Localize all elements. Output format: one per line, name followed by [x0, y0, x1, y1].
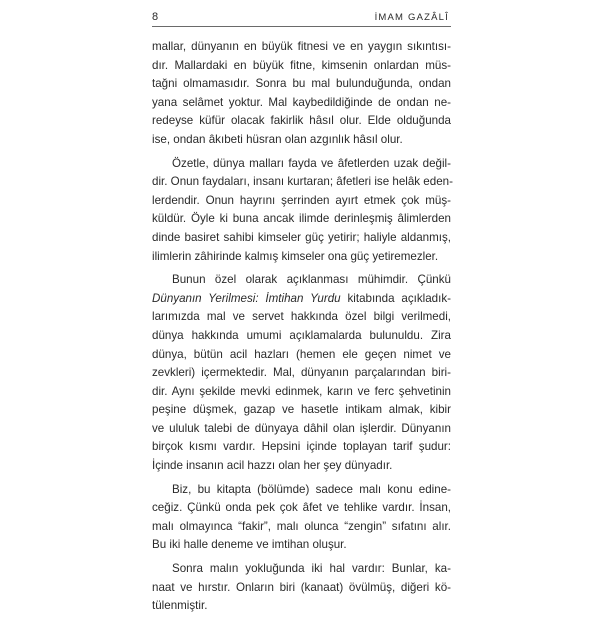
text-line: dir. Onun faydaları, insanı kurtaran; âfetleri ise helâk eden- [152, 175, 453, 189]
text-line: yana selâmet yoktur. Mal kaybedildiğinde de ondan ne- [152, 95, 451, 109]
text-line: malı olmayınca “fakir”, malı olunca “zengin” sıfatını alır. [152, 519, 451, 533]
text-line: ceğiz. Çünkü onda pek çok âfet ve tehlike vardır. İnsan, [152, 501, 451, 515]
text-line [152, 290, 451, 309]
text-line: ise, ondan âkıbeti hüsran olan azgınlık hâsıl olur. [152, 132, 403, 146]
text-line: tülenmiştir. [152, 599, 208, 613]
text-line: İçinde insanın acil hazzı olan her şey dünyadır. [152, 459, 393, 473]
text-line: zevkleri) içermektedir. Mal, dünyanın parçalarından biri- [152, 366, 451, 380]
text-line: ve ululuk talebi de dünyaya dâhil olan işlerdir. Dünyanın [152, 421, 451, 435]
paragraph-3 [152, 271, 451, 476]
text-span: kitabında açıkladık- [347, 291, 452, 305]
text-line: ilimlerin zâhirinde kalmış kimseler ona güç yetiremezler. [152, 249, 439, 263]
paragraph-2 [152, 155, 451, 267]
running-header [152, 10, 451, 27]
text-line: Bu iki halle deneme ve imtihan oluşur. [152, 538, 347, 552]
body-text [152, 38, 451, 621]
text-line: küldür. Öyle ki buna ancak ilimde derinleşmiş âlimlerden [152, 212, 451, 226]
paragraph-1 [152, 38, 451, 150]
text-line: dünya, bütün acil hazları (hemen ele geçen nimet ve [152, 347, 451, 361]
book-page [152, 0, 453, 613]
text-line: Bunun özel olarak açıklanması mühimdir. Çünkü [172, 273, 451, 287]
paragraph-4 [152, 481, 451, 555]
text-line: dünya hakkında umumi açıklamalarda bulunuldu. Zira [152, 328, 451, 342]
text-line: Biz, bu kitapta (bölümde) sadece malı konu edine- [172, 482, 451, 496]
text-line: redeyse küfür olacak fakirlik hâsıl olur. Elde olduğunda [152, 114, 451, 128]
text-line: lerdendir. Onun hayrını şerrinden ayırt etmek çok müş- [152, 193, 451, 207]
paragraph-5 [152, 560, 451, 616]
page-number: 8 [152, 11, 159, 23]
text-line: peşine düşmek, gazap ve hasetle intikam almak, kibir [152, 403, 451, 417]
text-line: mallar, dünyanın en büyük fitnesi ve en yaygın sıkıntısı- [152, 40, 451, 53]
text-line: Sonra malın yokluğunda iki hal vardır: Bunlar, ka- [172, 562, 451, 576]
text-line: birçok kısmı vardır. Hepsini içinde toplayan tarif şudur: [152, 440, 451, 454]
text-line: tağni olmamasıdır. Sonra bu mal bulunduğunda, ondan [152, 77, 451, 91]
text-line: dır. Mallardaki en büyük fitne, kimsenin onlardan müs- [152, 58, 451, 72]
text-line: dinde basiret sahibi kimseler güç yetirir; haliyle aldanmış, [152, 230, 451, 244]
running-title: İMAM GAZÂLÎ [374, 12, 449, 23]
book-title-italic: Dünyanın Yerilmesi: İmtihan Yurdu [152, 291, 341, 305]
text-line: dir. Aynı şekilde mevki edinmek, karın ve ferc şehvetinin [152, 384, 451, 398]
text-line: larımızda mal ve servet hakkında özel bilgi verilmedi, [152, 310, 451, 324]
text-line: naat ve hırstır. Onların biri (kanaat) övülmüş, diğeri kö- [152, 580, 451, 594]
text-line: Özetle, dünya malları fayda ve âfetlerden uzak değil- [172, 156, 451, 170]
